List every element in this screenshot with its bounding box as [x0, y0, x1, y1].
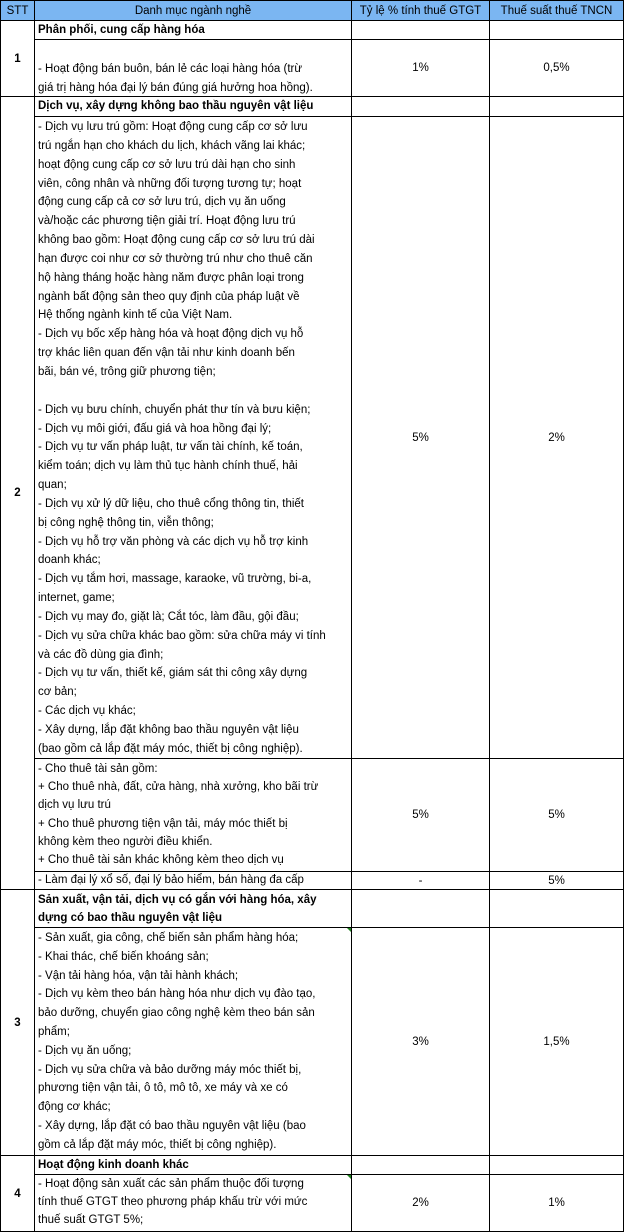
pit-value: 1,5%: [543, 1035, 570, 1048]
group-4-title-pit: [490, 1156, 624, 1175]
desc-line: [38, 382, 348, 401]
group-title-line: Sản xuất, vận tải, dịch vụ có gắn với hàng hóa, xây: [38, 894, 317, 906]
group-3-row-1-desc: [35, 928, 352, 1156]
pit-value: 5%: [548, 809, 565, 821]
group-1-title-vat: [352, 21, 490, 40]
desc-line: - Vận tải hàng hóa, vận tải hành khách;: [38, 969, 239, 982]
desc-line: - Hoạt động sản xuất các sản phẩm thuộc đối tượng: [38, 1178, 304, 1190]
desc-line: - Dịch vụ sửa chữa và bảo dưỡng máy móc thiết bị,: [38, 1063, 302, 1076]
desc-line: - Dịch vụ hỗ trợ văn phòng và các dịch vụ hỗ trợ kinh: [38, 535, 309, 548]
desc-line: bị công nghệ thông tin, viễn thông;: [38, 516, 214, 529]
group-1-stt: [0, 21, 35, 97]
desc-line: [38, 41, 348, 60]
desc-line: phẩm;: [38, 1025, 70, 1038]
desc-line: - Dịch vụ may đo, giặt là; Cắt tóc, làm đầu, gội đầu;: [38, 610, 299, 623]
desc-line: - Dịch vụ bốc xếp hàng hóa và hoạt động dịch vụ hỗ: [38, 328, 304, 341]
desc-line: - Khai thác, chế biến khoáng sản;: [38, 950, 209, 963]
vat-value: 3%: [412, 1035, 429, 1048]
desc-line: - Hoạt động bán buôn, bán lẻ các loại hàng hóa (trừ: [38, 63, 303, 76]
group-4-title: [35, 1156, 352, 1175]
group-3-row-1-pit: [490, 928, 624, 1156]
desc-line: quan;: [38, 479, 67, 492]
group-2-title-vat: [352, 97, 490, 117]
vat-value: 5%: [412, 431, 429, 444]
desc-line: không kèm theo người điều khiển.: [38, 835, 213, 848]
group-2-row-3-desc: [35, 872, 352, 890]
vat-value: 1%: [412, 62, 429, 74]
desc-line: internet, game;: [38, 592, 115, 605]
desc-line: - Dịch vụ sửa chữa khác bao gồm: sửa chữa máy vi tính: [38, 629, 326, 642]
group-title: Phân phối, cung cấp hàng hóa: [38, 24, 205, 36]
group-4-row-1-desc: [35, 1175, 352, 1232]
desc-line: - Dịch vụ xử lý dữ liệu, cho thuê cổng thông tin, thiết: [38, 497, 304, 510]
group-1-title-pit: [490, 21, 624, 40]
desc-line: hạn được coi như cơ sở thường trú như cho thuê căn: [38, 252, 313, 265]
desc-line: - Dịch vụ bưu chính, chuyển phát thư tín và bưu kiện;: [38, 403, 311, 416]
desc-line: động cơ khác;: [38, 1101, 111, 1114]
group-4-row-1-pit: [490, 1175, 624, 1232]
group-1-row-1-desc: [35, 40, 352, 97]
desc-line: - Dịch vụ môi giới, đấu giá và hoa hồng đại lý;: [38, 422, 272, 435]
desc-line: hoạt động cung cấp cơ sở lưu trú dài hạn cho sinh: [38, 158, 296, 171]
desc-line: - Dịch vụ kèm theo bán hàng hóa như dịch vụ đào tạo,: [38, 988, 316, 1001]
group-2-row-1-desc: [35, 117, 352, 759]
group-3-title: [35, 890, 352, 928]
header-vat-label: Tỷ lệ % tính thuế GTGT: [359, 4, 482, 17]
desc-line: (bao gồm cả lắp đặt máy móc, thiết bị công nghiệp).: [38, 742, 303, 755]
pit-value: 1%: [548, 1197, 565, 1209]
stt-value: 1: [14, 52, 21, 65]
header-category-label: Danh mục ngành nghề: [134, 4, 252, 17]
desc-line: - Dịch vụ lưu trú gồm: Hoạt động cung cấp cơ sở lưu: [38, 121, 308, 133]
desc-line: - Sản xuất, gia công, chế biến sản phẩm hàng hóa;: [38, 932, 299, 944]
desc-line: cơ bản;: [38, 686, 77, 699]
desc-line: - Dịch vụ tư vấn pháp luật, tư vấn tài chính, kế toán,: [38, 441, 303, 454]
desc-line: và/hoặc các phương tiện giải trí. Hoạt động lưu trú: [38, 215, 296, 228]
group-2-row-3-pit: [490, 872, 624, 890]
desc-line: doanh khác;: [38, 554, 101, 567]
desc-line: - Dịch vụ tư vấn, thiết kế, giám sát thi công xây dựng: [38, 667, 308, 680]
desc-line: - Làm đại lý xổ số, đại lý bảo hiểm, bán hàng đa cấp: [38, 874, 304, 886]
desc-line: - Xây dựng, lắp đặt có bao thầu nguyên vật liệu (bao: [38, 1119, 306, 1132]
desc-line: không bao gồm: Hoạt động cung cấp cơ sở lưu trú dài: [38, 234, 315, 247]
desc-line: và các đồ dùng gia đình;: [38, 648, 164, 661]
group-4-row-1-vat: [352, 1175, 490, 1232]
vat-value: 5%: [412, 809, 429, 821]
group-2-row-2-pit: [490, 759, 624, 872]
desc-line: thuế suất GTGT 5%;: [38, 1214, 144, 1227]
group-2-row-1-pit: [490, 117, 624, 759]
desc-line: + Cho thuê tài sản khác không kèm theo dịch vụ: [38, 853, 284, 866]
group-2-title-pit: [490, 97, 624, 117]
group-1-row-1-vat: [352, 40, 490, 97]
group-title: Dịch vụ, xây dựng không bao thầu nguyên vật liệu: [38, 100, 314, 112]
group-2-stt: [0, 97, 35, 890]
header-stt: [0, 0, 35, 21]
pit-value: 2%: [548, 431, 565, 444]
desc-line: dịch vụ lưu trú: [38, 799, 111, 812]
desc-line: phương tiện vận tải, ô tô, mô tô, xe máy và xe có: [38, 1082, 288, 1095]
header-vat-rate: [352, 0, 490, 21]
desc-line: kiểm toán; dịch vụ làm thủ tục hành chính thuế, hải: [38, 460, 298, 473]
desc-line: tính thuế GTGT theo phương pháp khấu trừ với mức: [38, 1196, 308, 1209]
group-4-title-vat: [352, 1156, 490, 1175]
desc-line: viên, công nhân và những đối tượng tương tự; hoạt: [38, 177, 302, 190]
group-3-title-pit: [490, 890, 624, 928]
vat-value: -: [418, 874, 423, 887]
desc-line: Hệ thống ngành kinh tế của Việt Nam.: [38, 309, 233, 322]
vat-value: 2%: [412, 1197, 429, 1209]
group-2-row-2-desc: [35, 759, 352, 872]
desc-line: - Dịch vụ ăn uống;: [38, 1044, 132, 1057]
header-stt-label: STT: [6, 4, 29, 17]
pit-value: 0,5%: [543, 62, 570, 74]
group-1-row-1-pit: [490, 40, 624, 97]
group-title-line: dựng có bao thầu nguyên vật liệu: [38, 912, 223, 924]
desc-line: - Xây dựng, lắp đặt không bao thầu nguyên vật liệu: [38, 724, 299, 736]
desc-line: - Cho thuê tài sản gồm:: [38, 763, 158, 775]
group-2-row-3-vat: [352, 872, 490, 890]
group-title: Hoạt động kinh doanh khác: [38, 1159, 189, 1171]
stt-value: 2: [14, 487, 21, 499]
header-pit-rate: [490, 0, 624, 21]
header-category: [35, 0, 352, 21]
desc-line: gồm cả lắp đặt máy móc, thiết bị công nghiệp).: [38, 1138, 277, 1151]
desc-line: - Dịch vụ tắm hơi, massage, karaoke, vũ trường, bi-a,: [38, 573, 312, 586]
group-3-row-1-vat: [352, 928, 490, 1156]
desc-line: hộ hàng tháng hoặc hàng năm được phân loại trong: [38, 271, 304, 284]
group-2-row-2-vat: [352, 759, 490, 872]
desc-line: trú ngắn hạn cho khách du lịch, khách vãng lai khác;: [38, 139, 306, 152]
group-2-row-1-vat: [352, 117, 490, 759]
group-2-title: [35, 97, 352, 117]
group-4-stt: [0, 1156, 35, 1232]
stt-value: 4: [14, 1187, 21, 1200]
desc-line: bãi, bán vé, trông giữ phương tiện;: [38, 365, 216, 378]
desc-line: ngành bất động sản theo quy định của pháp luật về: [38, 290, 300, 303]
desc-line: giá trị hàng hóa đại lý bán đúng giá hưởng hoa hồng).: [38, 82, 313, 95]
desc-line: - Các dịch vụ khác;: [38, 705, 136, 718]
stt-value: 3: [14, 1016, 21, 1029]
desc-line: + Cho thuê nhà, đất, cửa hàng, nhà xưởng, kho bãi trừ: [38, 781, 319, 794]
group-1-title: [35, 21, 352, 40]
desc-line: bảo dưỡng, chuyển giao công nghệ kèm theo bán sản: [38, 1007, 315, 1020]
group-3-stt: [0, 890, 35, 1156]
group-3-title-vat: [352, 890, 490, 928]
desc-line: + Cho thuê phương tiện vận tải, máy móc thiết bị: [38, 817, 288, 830]
desc-line: động cung cấp cả cơ sở lưu trú, dịch vụ ăn uống: [38, 196, 286, 209]
desc-line: trợ khác liên quan đến vận tải như kinh doanh bến: [38, 347, 295, 360]
header-pit-label: Thuế suất thuế TNCN: [500, 4, 613, 17]
pit-value: 5%: [548, 874, 565, 887]
